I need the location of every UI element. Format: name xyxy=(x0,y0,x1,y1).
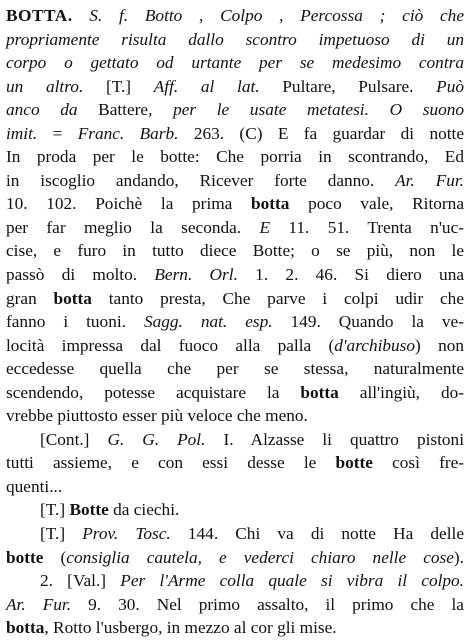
text-run: così fre- xyxy=(372,453,465,473)
text-run: cise, e furo in tutto diece Botte; o se più, non le xyxy=(6,241,464,261)
text-line xyxy=(6,546,464,570)
text-run: da ciechi. xyxy=(108,500,180,520)
italic-run: S. f. Botto , Colpo , Percossa ; ciò che xyxy=(89,6,464,25)
text-run: 263. (C) E fa guardar di notte xyxy=(178,123,464,143)
text-line xyxy=(6,522,464,546)
text-run: 11. 51. Trenta n'uc- xyxy=(270,217,464,237)
italic-run: consiglia cautela, e vederci chiaro nelle cose xyxy=(66,547,454,567)
text-line xyxy=(6,287,464,311)
text-line xyxy=(6,310,464,334)
text-run: gran xyxy=(6,288,54,308)
text-run: tanto presta, Che parve i colpi udir che xyxy=(91,288,464,308)
headword: BOTTA. xyxy=(6,6,73,25)
text-run xyxy=(73,6,90,25)
text-line xyxy=(6,451,464,475)
text-run: ). xyxy=(453,547,464,567)
text-run: eccedesse quella che per se stessa, naturalmente xyxy=(6,359,464,379)
text-run: 2. [Val.] xyxy=(40,571,121,591)
italic-run: Prov. Tosc. xyxy=(82,524,171,544)
italic-run: Bern. Orl. xyxy=(154,265,238,285)
text-run: 10. 102. Poichè la prima xyxy=(6,194,252,214)
italic-run: , per le usate metatesi. O suono xyxy=(148,100,465,120)
text-line xyxy=(6,239,464,263)
text-run: Pultare, Pulsare. xyxy=(259,76,437,96)
italic-run: imit. xyxy=(6,123,38,143)
italic-run: Aff. al lat. xyxy=(153,76,260,96)
text-line xyxy=(6,428,464,452)
italic-run: Può xyxy=(436,76,465,96)
text-line xyxy=(6,75,464,99)
italic-run: E xyxy=(259,217,271,237)
bold-term: botta xyxy=(251,194,290,214)
text-line xyxy=(6,357,464,381)
text-run: I. Alzasse li quattro pistoni xyxy=(205,429,465,449)
text-line xyxy=(6,381,464,405)
text-run: 144. Chi va di notte Ha delle xyxy=(170,524,464,544)
bold-term: botte xyxy=(6,547,44,567)
text-run: = xyxy=(37,123,78,143)
text-run: [T.] xyxy=(83,76,154,96)
text-run: tutti assieme, e con essi desse le xyxy=(6,453,336,473)
text-line xyxy=(6,334,464,358)
text-run: 9. 30. Nel primo assalto, il primo che la xyxy=(71,594,464,614)
text-run: , Rotto l'usbergo, in mezzo al cor gli mise. xyxy=(44,618,337,638)
text-run: in iscoglio andando, Ricever forte danno. xyxy=(6,170,396,190)
text-run: In proda per le botte: Che porria in scontrando, Ed xyxy=(6,147,464,167)
bold-term: botta xyxy=(6,618,45,638)
text-run: poco vale, Ritorna xyxy=(289,194,464,214)
italic-run: corpo o gettato od urtante per se medesimo contra xyxy=(6,53,464,73)
text-line xyxy=(6,216,464,240)
text-run: vrebbe piuttosto esser più veloce che meno. xyxy=(6,406,308,426)
text-line xyxy=(6,28,464,52)
text-line xyxy=(6,98,464,122)
bold-term: botta xyxy=(300,382,339,402)
italic-run: Per l'Arme colla quale si vibra il colpo. xyxy=(120,571,465,591)
text-run: fanno i tuoni. xyxy=(6,312,144,332)
text-run: [Cont.] xyxy=(40,429,108,449)
italic-run: Ar. Fur. xyxy=(6,594,72,614)
text-run: 1. 2. 46. Si diero una xyxy=(237,265,465,285)
text-line xyxy=(6,404,464,428)
text-line xyxy=(6,192,464,216)
text-run: locità impressa dal fuoco alla palla ( xyxy=(6,335,335,355)
bold-term: Botte xyxy=(69,500,109,520)
text-run: ) non xyxy=(415,335,464,355)
bold-term: botta xyxy=(53,288,92,308)
italic-run: anco da xyxy=(6,100,78,120)
entry-botta xyxy=(6,4,464,640)
text-run: all'ingiù, do- xyxy=(338,382,464,402)
headword-line xyxy=(6,4,464,28)
italic-run: d'archibuso xyxy=(334,335,416,355)
text-line xyxy=(6,122,464,146)
italic-run: un altro. xyxy=(6,76,84,96)
text-line xyxy=(6,51,464,75)
text-run: 149. Quando la ve- xyxy=(272,312,464,332)
text-run: [T.] xyxy=(40,524,83,544)
text-line xyxy=(6,593,464,617)
text-run: ( xyxy=(43,547,67,567)
text-line xyxy=(6,616,464,640)
text-run: per far meglio la seconda. xyxy=(6,217,260,237)
italic-run: Franc. Barb. xyxy=(77,123,179,143)
text-run: scendendo, potesse acquistare la xyxy=(6,382,301,402)
text-run: [T.] xyxy=(40,500,70,520)
text-line xyxy=(6,145,464,169)
italic-run: Sagg. nat. esp. xyxy=(143,312,273,332)
text-line xyxy=(6,169,464,193)
text-line xyxy=(6,475,464,499)
italic-run: propriamente risulta dallo scontro impetuoso di un xyxy=(6,29,464,49)
text-run: quenti... xyxy=(6,476,63,496)
text-run: Battere xyxy=(77,100,149,120)
text-line xyxy=(6,498,464,522)
bold-term: botte xyxy=(335,453,373,473)
text-run: passò di molto. xyxy=(6,265,155,285)
italic-run: G. G. Pol. xyxy=(107,429,206,449)
text-line xyxy=(6,263,464,287)
italic-run: Ar. Fur. xyxy=(395,170,464,190)
